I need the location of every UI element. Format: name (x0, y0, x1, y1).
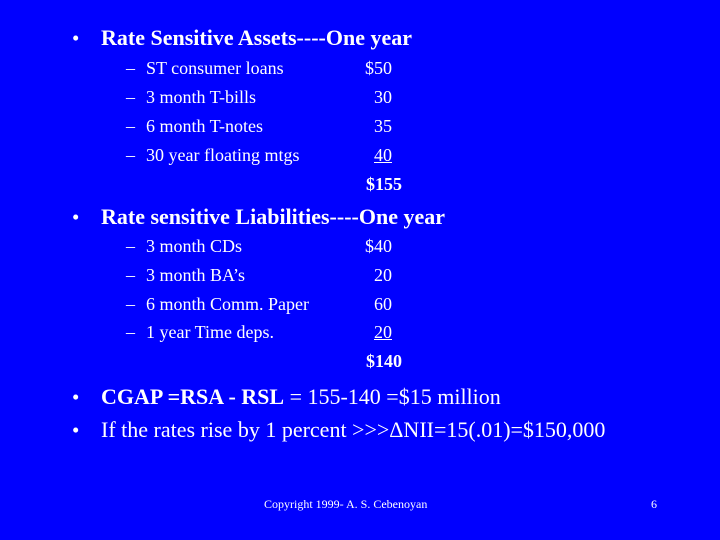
page-number: 6 (651, 497, 657, 511)
liability-value: 20 (374, 322, 392, 342)
liability-value: $40 (365, 236, 392, 256)
liability-dash: – (126, 294, 135, 314)
liabilities-bullet: • (72, 205, 80, 229)
asset-label: 3 month T-bills (146, 87, 257, 107)
liability-label: 1 year Time deps. (146, 322, 274, 342)
liability-value: 20 (374, 265, 392, 285)
liability-label: 6 month Comm. Paper (146, 294, 309, 314)
nii-bullet: • (72, 418, 80, 442)
liability-label: 3 month BA’s (146, 265, 246, 285)
liability-dash: – (126, 236, 135, 256)
asset-dash: – (126, 87, 135, 107)
asset-label: 6 month T-notes (146, 116, 264, 136)
liability-label: 3 month CDs (146, 236, 243, 256)
asset-dash: – (126, 58, 135, 78)
cgap-line (101, 384, 501, 410)
asset-value: 30 (374, 87, 392, 107)
assets-total: $155 (366, 174, 402, 194)
asset-value: 40 (374, 145, 392, 165)
asset-label: ST consumer loans (146, 58, 284, 78)
cgap-bullet: • (72, 385, 80, 409)
asset-value: $50 (365, 58, 392, 78)
assets-bullet: • (72, 26, 80, 50)
liability-dash: – (126, 322, 135, 342)
asset-dash: – (126, 145, 135, 165)
asset-value: 35 (374, 116, 392, 136)
asset-dash: – (126, 116, 135, 136)
liabilities-heading: Rate sensitive Liabilities----One year (101, 204, 445, 229)
nii-line: If the rates rise by 1 percent >>>ΔNII=15(.01)=$150,000 (101, 417, 606, 442)
cgap-formula: CGAP =RSA - RSL (101, 384, 285, 409)
liability-dash: – (126, 265, 135, 285)
liabilities-total: $140 (366, 351, 402, 371)
liability-value: 60 (374, 294, 392, 314)
asset-label: 30 year floating mtgs (146, 145, 300, 165)
assets-heading: Rate Sensitive Assets----One year (101, 25, 412, 50)
copyright-text: Copyright 1999- A. S. Cebenoyan (264, 497, 428, 511)
cgap-result: = 155-140 =$15 million (284, 384, 501, 409)
